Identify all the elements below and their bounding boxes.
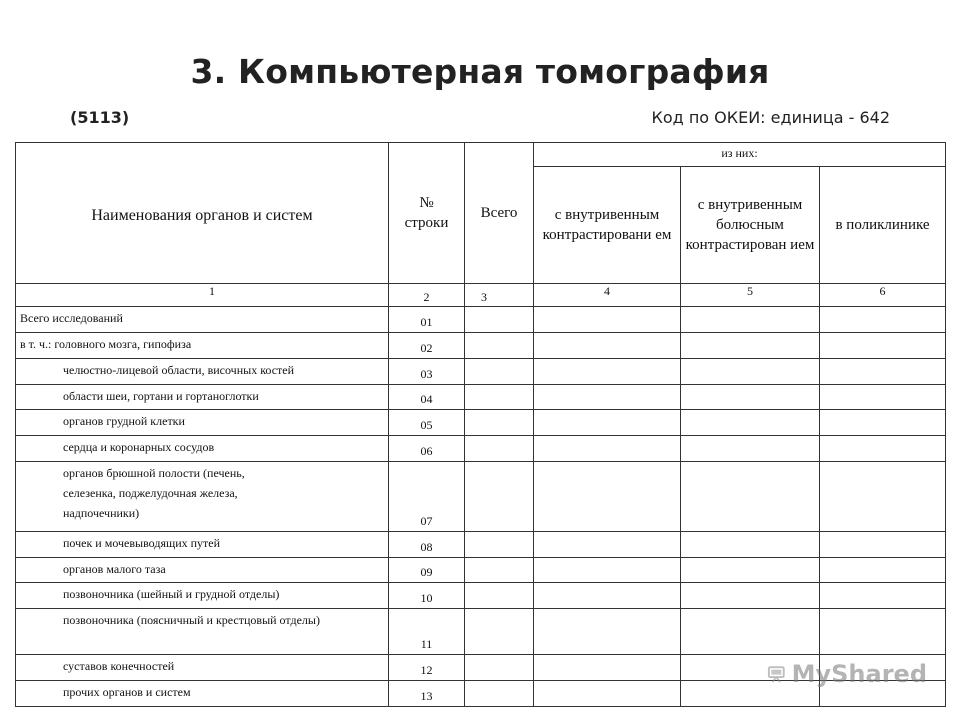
header-of-which: из них: — [534, 143, 946, 167]
cell-total[interactable] — [465, 583, 534, 609]
row-code: 05 — [389, 410, 465, 436]
cell-iv[interactable] — [534, 681, 681, 707]
table-row — [16, 307, 946, 333]
header-name: Наименования органов и систем — [16, 143, 389, 284]
col-number: 6 — [820, 284, 946, 307]
cell-total[interactable] — [465, 609, 534, 655]
table-row — [16, 385, 946, 410]
cell-total[interactable] — [465, 385, 534, 410]
cell-total[interactable] — [465, 410, 534, 436]
col-number: 5 — [681, 284, 820, 307]
page-title: 3. Компьютерная томография — [190, 52, 770, 91]
cell-total[interactable] — [465, 532, 534, 558]
table-row — [16, 436, 946, 462]
cell-iv[interactable] — [534, 385, 681, 410]
cell-bolus[interactable] — [681, 307, 820, 333]
table-row — [16, 583, 946, 609]
cell-polyclinic[interactable] — [820, 410, 946, 436]
row-label: органов грудной клетки — [16, 410, 389, 436]
cell-polyclinic[interactable] — [820, 307, 946, 333]
header-row-no-text: № строки — [404, 195, 449, 231]
cell-bolus[interactable] — [681, 583, 820, 609]
row-code: 12 — [389, 655, 465, 681]
row-label: челюстно-лицевой области, височных костей — [16, 359, 389, 385]
header-iv-contrast: с внутривенным контрастировани ем — [534, 167, 681, 284]
row-code: 06 — [389, 436, 465, 462]
cell-polyclinic[interactable] — [820, 583, 946, 609]
ct-statistics-table — [15, 142, 946, 707]
cell-iv[interactable] — [534, 359, 681, 385]
row-label: органов малого таза — [16, 558, 389, 583]
row-label: суставов конечностей — [16, 655, 389, 681]
cell-iv[interactable] — [534, 558, 681, 583]
col-number: 4 — [534, 284, 681, 307]
row-label: в т. ч.: головного мозга, гипофиза — [16, 333, 389, 359]
cell-polyclinic[interactable] — [820, 385, 946, 410]
cell-iv[interactable] — [534, 307, 681, 333]
cell-total[interactable] — [465, 359, 534, 385]
cell-iv[interactable] — [534, 436, 681, 462]
row-code: 08 — [389, 532, 465, 558]
cell-polyclinic[interactable] — [820, 333, 946, 359]
table-row — [16, 410, 946, 436]
row-label: позвоночника (шейный и грудной отделы) — [16, 583, 389, 609]
cell-iv[interactable] — [534, 410, 681, 436]
cell-polyclinic[interactable] — [820, 558, 946, 583]
cell-iv[interactable] — [534, 609, 681, 655]
header-row-1 — [16, 143, 946, 167]
cell-bolus[interactable] — [681, 333, 820, 359]
cell-iv[interactable] — [534, 333, 681, 359]
table-row — [16, 609, 946, 655]
cell-polyclinic[interactable] — [820, 359, 946, 385]
cell-polyclinic[interactable] — [820, 436, 946, 462]
cell-total[interactable] — [465, 436, 534, 462]
table-row — [16, 462, 946, 532]
row-code: 07 — [389, 462, 465, 532]
cell-bolus[interactable] — [681, 359, 820, 385]
cell-polyclinic[interactable] — [820, 532, 946, 558]
cell-iv[interactable] — [534, 583, 681, 609]
cell-iv[interactable] — [534, 462, 681, 532]
cell-total[interactable] — [465, 558, 534, 583]
table-row — [16, 532, 946, 558]
cell-bolus[interactable] — [681, 385, 820, 410]
row-label: Всего исследований — [16, 307, 389, 333]
row-label: почек и мочевыводящих путей — [16, 532, 389, 558]
header-bolus-contrast: с внутривенным болюсным контрастирован ием — [681, 167, 820, 284]
cell-bolus[interactable] — [681, 410, 820, 436]
presentation-board-icon — [767, 659, 786, 689]
row-code: 13 — [389, 681, 465, 707]
cell-total[interactable] — [465, 462, 534, 532]
watermark — [767, 656, 927, 692]
row-code: 11 — [389, 609, 465, 655]
col-number: 1 — [16, 284, 389, 307]
okei-code: Код по ОКЕИ: единица - 642 — [651, 108, 890, 127]
cell-total[interactable] — [465, 681, 534, 707]
row-code: 04 — [389, 385, 465, 410]
col-number: 3 — [465, 284, 534, 307]
col-number: 2 — [389, 284, 465, 307]
cell-bolus[interactable] — [681, 558, 820, 583]
watermark-text: MyShared — [791, 660, 927, 688]
column-number-row — [16, 284, 946, 307]
header-polyclinic: в поликлинике — [820, 167, 946, 284]
cell-bolus[interactable] — [681, 609, 820, 655]
cell-total[interactable] — [465, 655, 534, 681]
row-code: 09 — [389, 558, 465, 583]
table-row — [16, 558, 946, 583]
table-row — [16, 359, 946, 385]
cell-total[interactable] — [465, 307, 534, 333]
header-row-no — [389, 143, 465, 284]
row-label: прочих органов и систем — [16, 681, 389, 707]
cell-bolus[interactable] — [681, 436, 820, 462]
header-total: Всего — [465, 143, 534, 284]
row-label: органов брюшной полости (печень, селезенка, поджелудочная железа, надпочечники) — [16, 462, 389, 532]
row-code: 02 — [389, 333, 465, 359]
cell-iv[interactable] — [534, 532, 681, 558]
cell-polyclinic[interactable] — [820, 462, 946, 532]
cell-iv[interactable] — [534, 655, 681, 681]
row-label: сердца и коронарных сосудов — [16, 436, 389, 462]
cell-total[interactable] — [465, 333, 534, 359]
cell-bolus[interactable] — [681, 462, 820, 532]
table-row — [16, 333, 946, 359]
row-code: 01 — [389, 307, 465, 333]
cell-bolus[interactable] — [681, 532, 820, 558]
row-label: позвоночника (поясничный и крестцовый отделы) — [16, 609, 389, 655]
form-code: (5113) — [70, 108, 130, 127]
row-label: области шеи, гортани и гортаноглотки — [16, 385, 389, 410]
cell-polyclinic[interactable] — [820, 609, 946, 655]
row-code: 03 — [389, 359, 465, 385]
row-code: 10 — [389, 583, 465, 609]
